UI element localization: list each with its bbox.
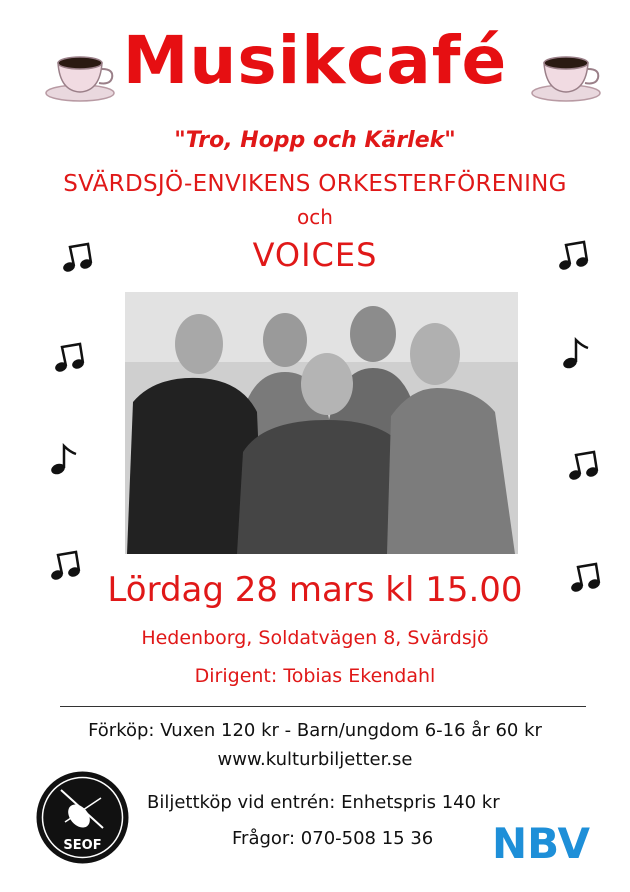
poster-title: Musikcafé	[122, 22, 508, 99]
event-venue: Hedenborg, Soldatvägen 8, Svärdsjö	[141, 627, 489, 649]
ticket-website: www.kulturbiljetter.se	[217, 749, 413, 770]
presale-prices: Förköp: Vuxen 120 kr - Barn/ungdom 6-16 år 60 kr	[88, 720, 542, 741]
music-note-icon	[566, 448, 602, 484]
event-conductor: Dirigent: Tobias Ekendahl	[194, 665, 436, 687]
music-note-icon	[60, 240, 96, 276]
nbv-logo	[492, 818, 604, 864]
group-photo	[125, 292, 518, 554]
divider	[60, 706, 586, 707]
music-note-icon	[556, 238, 592, 274]
event-date-time: Lördag 28 mars kl 15.00	[107, 570, 523, 610]
music-note-icon	[48, 442, 84, 478]
music-note-icon	[52, 340, 88, 376]
door-ticket-price: Biljettköp vid entrén: Enhetspris 140 kr	[147, 792, 500, 813]
tagline: "Tro, Hopp och Kärlek"	[174, 128, 456, 153]
conjunction: och	[297, 205, 333, 229]
organization-name: SVÄRDSJÖ-ENVIKENS ORKESTERFÖRENING	[63, 171, 567, 197]
contact-phone: Frågor: 070-508 15 36	[232, 828, 434, 849]
coffee-cup-icon	[42, 45, 122, 105]
nbv-logo-text: NBV	[492, 819, 590, 864]
seof-logo	[35, 770, 130, 865]
seof-logo-text: SEOF	[63, 838, 102, 853]
music-note-icon	[560, 336, 596, 372]
coffee-cup-icon	[528, 45, 608, 105]
group-name: VOICES	[252, 236, 378, 274]
